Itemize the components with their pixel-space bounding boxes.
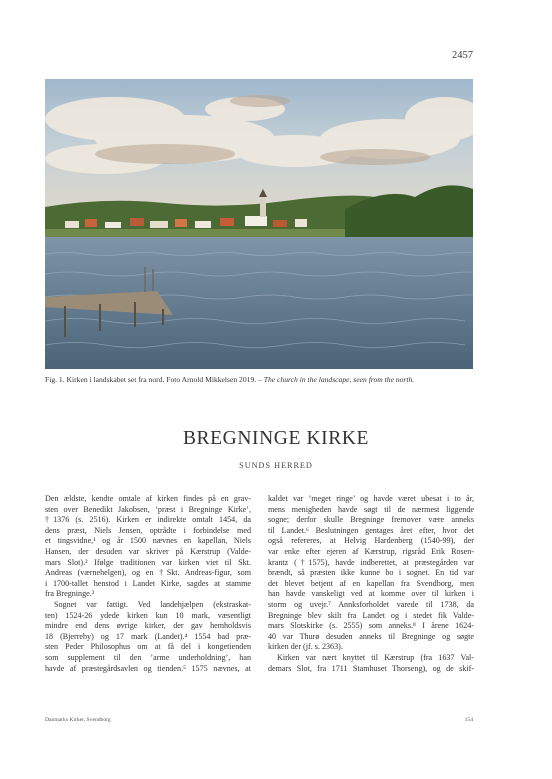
text-line: demars Slot, fra 1711 Stamhuset Thorseng), og de skif-: [268, 663, 474, 673]
text-line: †1376 (s. 2516). Kirken er indirekte omtalt 1454, da: [45, 515, 251, 525]
page-number: 2457: [452, 50, 473, 61]
text-line: et tingsvidne,¹ og år 1500 nævnes en kapellan, Niels: [45, 536, 251, 546]
text-line: 40 var Thurø desuden anneks til Bregninge og søgte: [268, 631, 474, 641]
text-line: Kirken var nært knyttet til Kærstrup (fra 1637 Val-: [277, 652, 474, 662]
caption-danish: Kirken i landskabet set fra nord. Foto Arnold Mikkelsen 2019. –: [66, 375, 262, 384]
text-line: Den ældste, kendte omtale af kirken findes på en grav-: [45, 494, 251, 503]
text-line: Sognet var fattigt. Ved landehjælpen (ekstraskat-: [54, 599, 251, 609]
text-line: mars Slot).² Ifølge traditionen var kirken viet til Skt.: [45, 557, 251, 567]
text-line: var enke efter ejeren af Kærstrup, rigsråd Erik Rosen-: [268, 546, 474, 556]
text-line: ten) 1524-26 ydede kirken kun 10 mark, væsentligt: [45, 610, 251, 620]
text-line: krantz (†1575), havde indberettet, at præstegården var: [268, 557, 474, 567]
text-line: 18 (Bjerreby) og 17 mark (Landet).⁴ 1554 bad præ-: [45, 631, 251, 641]
figure-caption: [45, 375, 475, 385]
article-title: BREGNINGE KIRKE: [182, 428, 370, 449]
caption-number: Fig. 1.: [45, 375, 65, 384]
right-column: [268, 494, 474, 674]
text-line: fra Bregninge.³: [45, 589, 95, 599]
text-line: i 1700-tallet henstod i Landet Kirke, sagdes at stamme: [45, 578, 251, 588]
text-line: sten Peder Philosophus om at få del i kongetienden: [45, 642, 251, 652]
text-line: Andreas (værnehelgen), og en †Skt. Andreas-figur, som: [45, 568, 251, 578]
shore: [45, 229, 345, 237]
text-line: havde af præstegårdsavlen og tienden.⁵ 1575 nævnes, at: [45, 663, 251, 673]
article-subtitle: SUNDS HERRED: [239, 461, 313, 470]
text-line: kirken der (jf. s. 2363).: [268, 642, 343, 652]
church-tower: [260, 197, 266, 217]
caption-english: The church in the landscape, seen from the north.: [263, 375, 415, 384]
text-line: Hansen, der desuden var skriver på Kærstrup (Valde-: [45, 546, 251, 556]
text-line: mens menigheden havde søgt til de nærmest liggende: [268, 504, 474, 514]
text-line: som supplement til den ’arme underholdning’, han: [45, 652, 251, 662]
photo-illustration: [45, 79, 473, 369]
text-line: sogne; derfor skulle Bregninge fremover være anneks: [268, 515, 474, 525]
text-line: sten over Benedikt Jakobsen, ’præst i Bregninge Kirke’,: [45, 504, 251, 514]
text-line: mars Slotskirke (s. 2555) som anneks.⁸ I årene 1624-: [268, 621, 474, 631]
footer-page: 154: [464, 717, 473, 723]
text-line: til Landet.⁶ Beslutningen gentages året efter, hvor det: [268, 525, 474, 535]
text-line: mindre end dens øvrige kirker, der gav hemholdsvis: [45, 621, 251, 631]
text-line: storm og uvejr.⁷ Annksforholdet varede til 1738, da: [268, 599, 474, 609]
text-line: brændt, så præsten ikke kunne bo i sognet. En tid var: [268, 568, 474, 578]
text-line: Bregninge blev skilt fra Landet og i stedet fik Valde-: [268, 610, 474, 620]
text-line: det blevet betjent af en kapellan fra Svendborg, men: [268, 578, 474, 588]
text-line: han havde vanskeligt ved at komme over til kirken i: [268, 589, 474, 599]
text-line: dens præst, Niels Jensen, optrådte i forbindelse med: [45, 525, 251, 535]
text-line: også refereres, at Helvig Hardenberg (1540-99), der: [268, 536, 474, 546]
landscape-photo: [45, 79, 473, 369]
text-line: kaldet var ’meget ringe’ og havde været ubesat i to år,: [268, 494, 474, 503]
footer-publication: Danmarks Kirker, Svendborg: [45, 717, 111, 723]
left-column: [45, 494, 251, 674]
